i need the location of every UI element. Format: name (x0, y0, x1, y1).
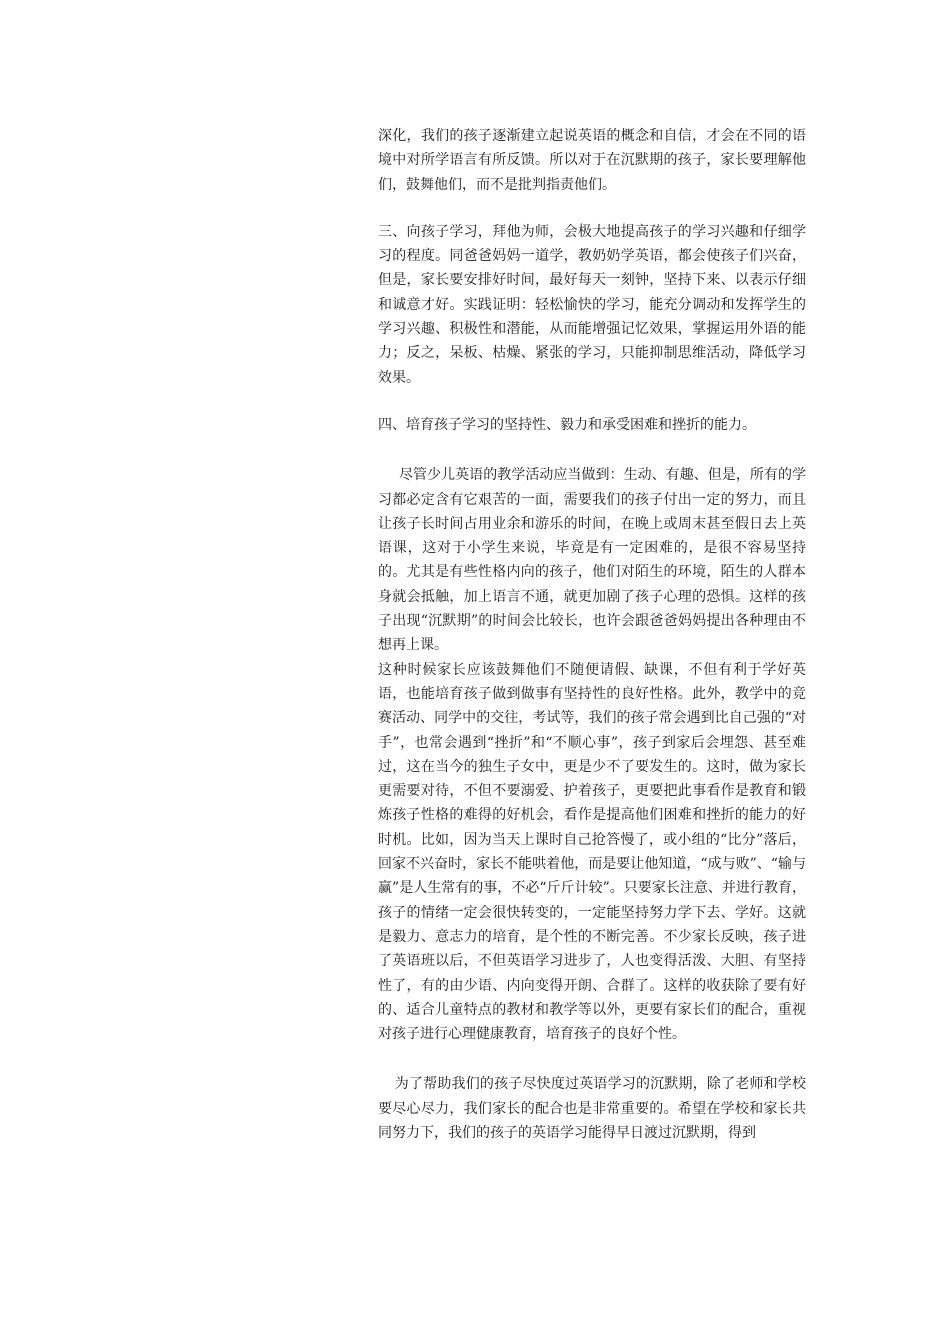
section-heading-four: 四、培育孩子学习的坚持性、毅力和承受困难和挫折的能力。 (378, 416, 756, 433)
body-text (378, 124, 806, 1145)
paragraph-gap (378, 390, 806, 413)
paragraph-learning-hardship: 尽管少儿英语的教学活动应当做到：生动、有趣、但是，所有的学习都必定含有它艰苦的一面，需要我们的孩子付出一定的努力，而且让孩子长时间占用业余和游乐的时间，在晚上或周末甚至假日去上英语课，这对于小学生来说，毕竟是有一定困难的，是很不容易坚持的。尤其是有些性格内向的孩子，他们对陌生的环境，陌生的人群本身就会抵触，加上语言不通，就更加剧了孩子心理的恐惧。这样的孩子出现“沉默期”的时间会比较长，也许会跟爸爸妈妈提出各种理由不想再上课。 (378, 467, 806, 654)
paragraph-parent-encouragement: 这种时候家长应该鼓舞他们不随便请假、缺课，不但有利于学好英语，也能培育孩子做到做事有坚持性的良好性格。此外，教学中的竞赛活动、同学中的交往，考试等，我们的孩子常会遇到比自己强的“对手”，也常会遇到“挫折”和“不顺心事”，孩子到家后会埋怨、甚至难过，这在当今的独生子女中，更是少不了要发生的。这时，做为家长更需要对待，不但不要溺爱、护着孩子，更要把此事看作是教育和锻炼孩子性格的难得的好机会，看作是提高他们困难和挫折的能力的好时机。比如，因为当天上课时自己抢答慢了，或小组的“比分”落后，回家不兴奋时，家长不能哄着他，而是要让他知道，“成与败”、“输与赢”是人生常有的事，不必“斤斤计较”。只要家长注意、并进行教育，孩子的情绪一定会很快转变的，一定能坚持努力学下去、学好。这就是毅力、意志力的培育，是个性的不断完善。不少家长反映，孩子进了英语班以后，不但英语学习进步了，人也变得活泼、大胆、有坚持性了，有的由少语、内向变得开朗、合群了。这样的收获除了要有好的、适合儿童特点的教材和教学等以外，更要有家长们的配合，重视对孩子进行心理健康教育，培育孩子的良好个性。 (378, 661, 806, 1043)
paragraph-silent-period-understanding: 深化，我们的孩子逐渐建立起说英语的概念和自信，才会在不同的语境中对所学语言有所反馈。所以对于在沉默期的孩子，家长要理解他们，鼓舞他们，而不是批判指责他们。 (378, 128, 806, 193)
paragraph-gap (378, 197, 806, 220)
paragraph-section-three: 三、向孩子学习，拜他为师，会极大地提高孩子的学习兴趣和仔细学习的程度。同爸爸妈妈一道学，教奶奶学英语，都会使孩子们兴奋，但是，家长要安排好时间，最好每天一刻钟，坚持下来、以表示仔细和诚意才好。实践证明：轻松愉快的学习，能充分调动和发挥学生的学习兴趣、积极性和潜能，从而能增强记忆效果，掌握运用外语的能力；反之，呆板、枯燥、紧张的学习，只能抑制思维活动，降低学习效果。 (378, 223, 806, 386)
paragraph-gap (378, 1046, 806, 1072)
paragraph-conclusion: 为了帮助我们的孩子尽快度过英语学习的沉默期，除了老师和学校要尽心尽力，我们家长的配合也是非常重要的。希望在学校和家长共同努力下，我们的孩子的英语学习能得早日渡过沉默期，得到 (378, 1076, 806, 1141)
paragraph-gap (378, 437, 806, 463)
